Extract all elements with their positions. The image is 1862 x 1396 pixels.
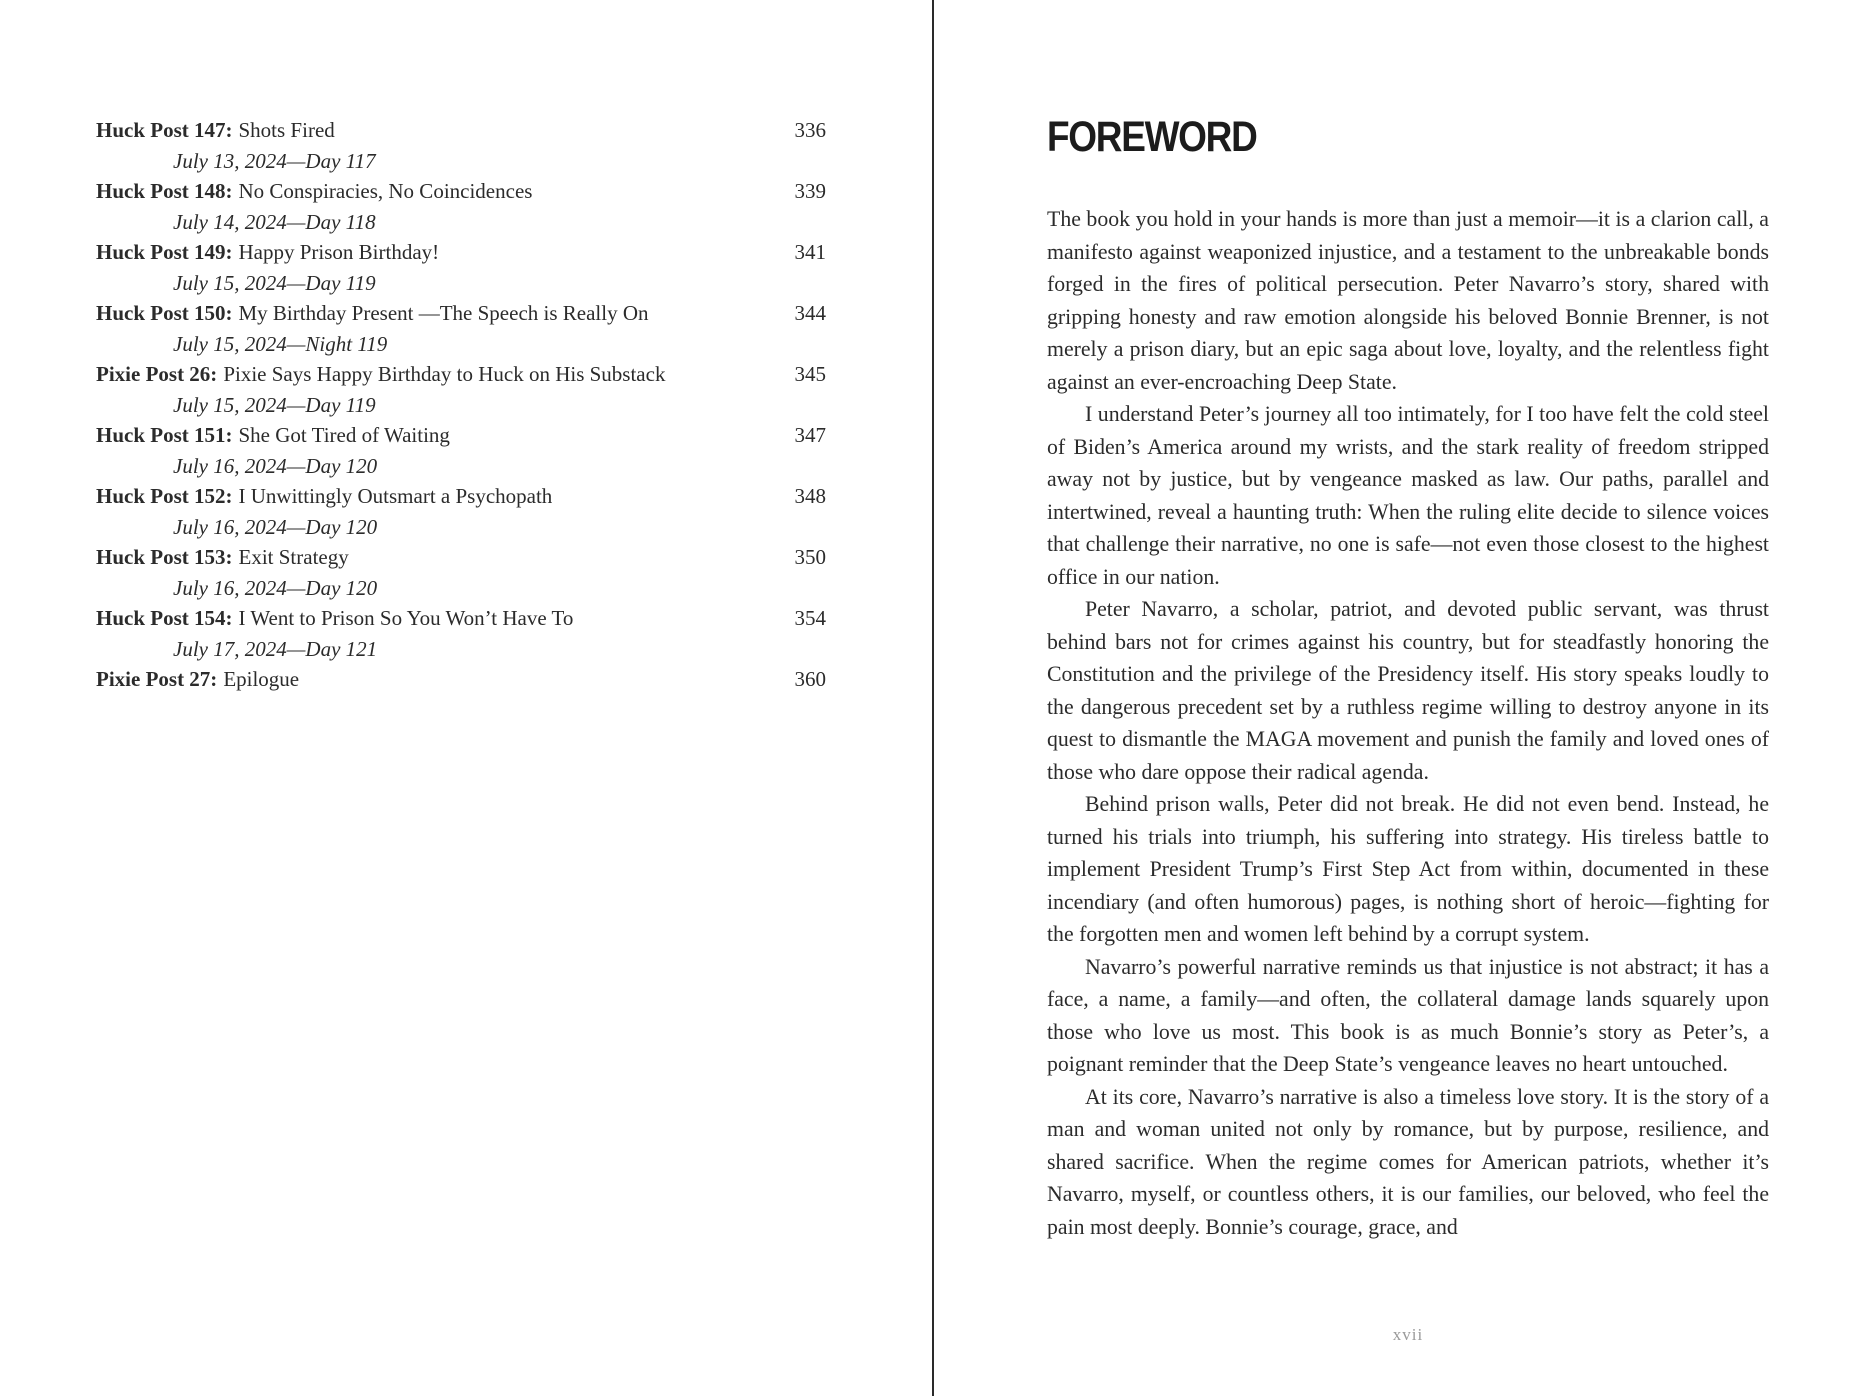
toc-entry-label: Huck Post 147: <box>96 118 233 142</box>
toc-entry-label: Huck Post 153: <box>96 545 233 569</box>
toc-entry-line <box>96 298 826 329</box>
toc-entry-page: 354 <box>794 606 826 630</box>
toc-entry-label: Huck Post 148: <box>96 179 233 203</box>
table-of-contents <box>96 115 826 695</box>
toc-entry[interactable] <box>96 481 826 542</box>
foreword-paragraph: Peter Navarro, a scholar, patriot, and devoted public servant, was thrust behind bars not for crimes against his country, but for steadfastly honoring the Constitution and the privilege of the Presidency itself. His story speaks loudly to the dangerous precedent set by a ruthless regime willing to destroy anyone in its quest to dismantle the MAGA movement and punish the family and loved ones of those who dare oppose their radical agenda. <box>1047 597 1769 784</box>
toc-entry-page: 348 <box>794 484 826 508</box>
toc-entry-line <box>96 420 826 451</box>
toc-entry-page: 347 <box>794 423 826 447</box>
foreword-paragraph: Navarro’s powerful narrative reminds us that injustice is not abstract; it has a face, a name, a family—and often, the collateral damage lands squarely upon those who love us most. This book is as much Bonnie’s story as Peter’s, a poignant reminder that the Deep State’s vengeance leaves no heart untouched. <box>1047 954 1769 1076</box>
foreword-paragraph: I understand Peter’s journey all too intimately, for I too have felt the cold steel of Biden’s America around my wrists, and the stark reality of freedom stripped away not by justice, but by vengeance masked as law. Our paths, parallel and intertwined, reveal a haunting truth: When the ruling elite decide to silence voices that challenge their narrative, no one is safe—not even those closest to the highest office in our nation. <box>1047 402 1769 589</box>
toc-entry-page: 339 <box>794 179 826 203</box>
toc-entry-title: Epilogue <box>223 667 300 691</box>
toc-entry-title: I Went to Prison So You Won’t Have To <box>238 606 574 630</box>
foreword-heading: FOREWORD <box>1047 113 1257 161</box>
toc-entry-date: July 17, 2024—Day 121 <box>173 636 378 661</box>
toc-entry-title: She Got Tired of Waiting <box>238 423 450 447</box>
toc-entry[interactable] <box>96 115 826 176</box>
toc-entry-label: Huck Post 154: <box>96 606 233 630</box>
toc-entry-date: July 13, 2024—Day 117 <box>173 148 376 173</box>
toc-entry-line <box>96 176 826 207</box>
toc-entry-label: Huck Post 150: <box>96 301 233 325</box>
toc-entry-line <box>96 359 826 390</box>
toc-entry-title: Exit Strategy <box>238 545 349 569</box>
toc-entry-line <box>96 664 826 695</box>
toc-entry-label: Pixie Post 26: <box>96 362 218 386</box>
right-page <box>934 0 1862 1396</box>
toc-entry-label: Huck Post 149: <box>96 240 233 264</box>
toc-entry-label: Huck Post 152: <box>96 484 233 508</box>
toc-entry[interactable] <box>96 664 826 695</box>
toc-entry-line <box>96 481 826 512</box>
toc-entry[interactable] <box>96 603 826 664</box>
toc-entry-title: Happy Prison Birthday! <box>238 240 440 264</box>
toc-entry[interactable] <box>96 542 826 603</box>
toc-entry[interactable] <box>96 298 826 359</box>
toc-entry-title: My Birthday Present —The Speech is Really On <box>238 301 649 325</box>
page-number: xvii <box>1392 1325 1424 1344</box>
toc-entry-date: July 15, 2024—Night 119 <box>173 331 388 356</box>
foreword-paragraph: The book you hold in your hands is more than just a memoir—it is a clarion call, a manifesto against weaponized injustice, and a testament to the unbreakable bonds forged in the fires of political persecution. Peter Navarro’s story, shared with gripping honesty and raw emotion alongside his beloved Bonnie Brenner, is not merely a prison diary, but an epic saga about love, loyalty, and the relentless fight against an ever-encroaching Deep State. <box>1047 207 1769 394</box>
foreword-paragraph: Behind prison walls, Peter did not break. He did not even bend. Instead, he turned his trials into triumph, his suffering into strategy. His tireless battle to implement President Trump’s First Step Act from within, documented in these incendiary (and often humorous) pages, is nothing short of heroic—fighting for the forgotten men and women left behind by a corrupt system. <box>1047 792 1769 946</box>
foreword-paragraph: At its core, Navarro’s narrative is also a timeless love story. It is the story of a man and woman united not only by romance, but by purpose, resilience, and shared sacrifice. When the regime comes for American patriots, whether it’s Navarro, myself, or countless others, it is our families, our beloved, who feel the pain most deeply. Bonnie’s courage, grace, and <box>1047 1084 1769 1239</box>
toc-entry-date: July 16, 2024—Day 120 <box>173 453 378 478</box>
toc-entry-page: 350 <box>794 545 826 569</box>
toc-entry-line <box>96 115 826 146</box>
toc-entry-title: I Unwittingly Outsmart a Psychopath <box>238 484 553 508</box>
toc-entry[interactable] <box>96 359 826 420</box>
toc-entry-title: Shots Fired <box>238 118 335 142</box>
foreword-body <box>1047 203 1769 1243</box>
toc-entry[interactable] <box>96 237 826 298</box>
toc-entry[interactable] <box>96 420 826 481</box>
toc-entry[interactable] <box>96 176 826 237</box>
toc-entry-date: July 16, 2024—Day 120 <box>173 575 378 600</box>
toc-entry-title: No Conspiracies, No Coincidences <box>238 179 533 203</box>
toc-entry-page: 336 <box>794 118 826 142</box>
toc-entry-page: 345 <box>794 362 826 386</box>
toc-entry-date: July 16, 2024—Day 120 <box>173 514 378 539</box>
toc-entry-line <box>96 603 826 634</box>
toc-entry-line <box>96 542 826 573</box>
toc-entry-label: Huck Post 151: <box>96 423 233 447</box>
toc-entry-page: 341 <box>794 240 826 264</box>
toc-entry-date: July 14, 2024—Day 118 <box>173 209 376 234</box>
toc-entry-title: Pixie Says Happy Birthday to Huck on His Substack <box>223 362 666 386</box>
toc-entry-page: 344 <box>794 301 826 325</box>
toc-entry-date: July 15, 2024—Day 119 <box>173 392 376 417</box>
toc-entry-line <box>96 237 826 268</box>
toc-entry-date: July 15, 2024—Day 119 <box>173 270 376 295</box>
toc-entry-page: 360 <box>794 667 826 691</box>
toc-entry-label: Pixie Post 27: <box>96 667 218 691</box>
